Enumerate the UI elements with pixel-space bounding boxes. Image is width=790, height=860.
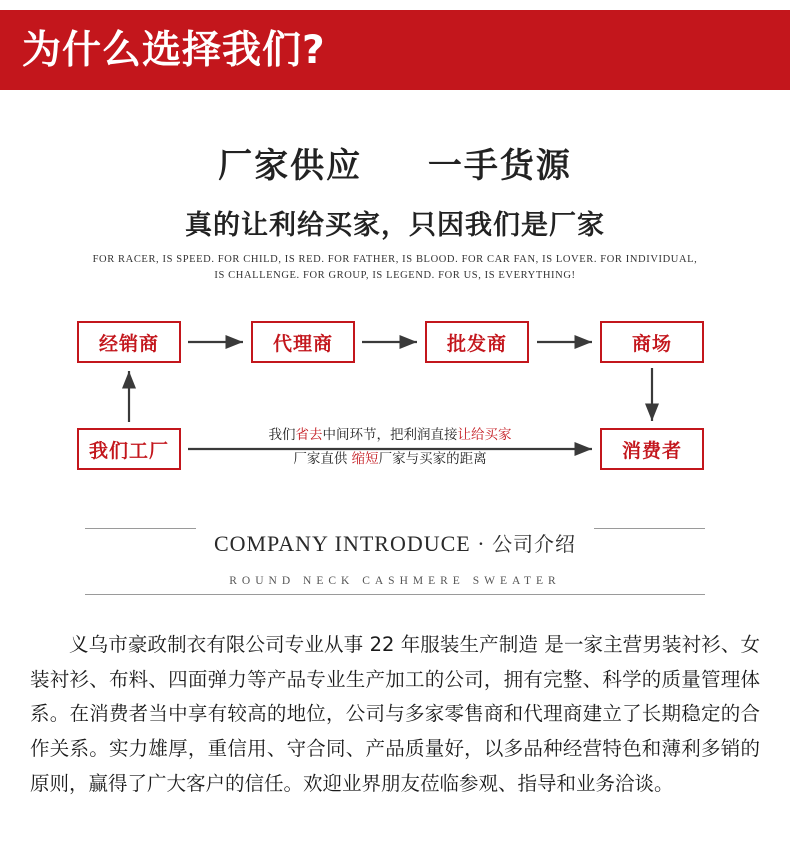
slogan-main-left: 厂家供应 bbox=[218, 146, 363, 186]
flow-node-factory: 我们工厂 bbox=[77, 428, 181, 470]
flow-node-wholesaler: 批发商 bbox=[425, 321, 529, 363]
slogan-main-right: 一手货源 bbox=[427, 146, 572, 186]
flow-node-consumer: 消费者 bbox=[600, 428, 704, 470]
slogan-sub: 真的让利给买家，只因我们是厂家 bbox=[185, 210, 605, 241]
flow-caption bbox=[200, 424, 580, 471]
header-banner bbox=[0, 10, 790, 90]
company-intro-paragraph: 义乌市豪政制衣有限公司专业从事 22 年服装生产制造 是一家主营男装衬衫、女装衬衫、布料、四面弹力等产品专业生产加工的公司，拥有完整、科学的质量管理体系。在消费者当中享有较高的地位，公司与多家零售商和代理商建立了长期稳定的合作关系。实力雄厚，重信用、守合同、产品质量好，以多品种经营特色和薄利多销的原则，赢得了广大客户的信任。欢迎业界朋友莅临参观、指导和业务洽谈。 bbox=[30, 633, 760, 795]
company-introduce-subtitle: ROUND NECK CASHMERE SWEATER bbox=[229, 575, 561, 587]
company-introduce-title-separator: · bbox=[470, 531, 493, 556]
flow-node-agent: 代理商 bbox=[251, 321, 355, 363]
company-intro-text bbox=[30, 628, 760, 802]
flow-caption-1-highlight-2: 让给买家 bbox=[457, 427, 512, 443]
company-introduce-title-en: COMPANY INTRODUCE bbox=[213, 531, 471, 556]
page-title: 为什么选择我们? bbox=[22, 27, 326, 73]
flow-caption-1a: 我们 bbox=[268, 427, 296, 443]
slogan-english-line-1: FOR RACER, IS SPEED. FOR CHILD, IS RED. FOR FATHER, IS BLOOD. FOR CAR FAN, IS LOVER. FOR INDIVIDUAL, bbox=[92, 254, 698, 265]
flow-caption-2-highlight: 缩短 bbox=[351, 450, 379, 467]
company-introduce-title-cn: 公司介绍 bbox=[492, 532, 577, 556]
flow-caption-2b: 厂家与买家的距离 bbox=[378, 450, 487, 467]
company-introduce-heading bbox=[0, 520, 790, 587]
slogan-english bbox=[0, 252, 790, 284]
flow-node-dealer: 经销商 bbox=[77, 321, 181, 363]
flow-node-mall: 商场 bbox=[600, 321, 704, 363]
flow-caption-1b: 中间环节，把利润直接 bbox=[322, 427, 458, 443]
flow-caption-line-2 bbox=[200, 448, 580, 472]
heading-divider-bottom bbox=[85, 594, 705, 595]
slogan-english-line-2: IS CHALLENGE. FOR GROUP, IS LEGEND. FOR US, IS EVERYTHING! bbox=[214, 269, 576, 281]
company-introduce-title bbox=[196, 528, 594, 557]
slogan-block bbox=[0, 138, 790, 284]
flow-caption-line-1 bbox=[200, 424, 580, 448]
flow-caption-1-highlight: 省去 bbox=[295, 427, 323, 443]
supply-chain-flow-diagram bbox=[0, 308, 790, 498]
slogan-main bbox=[0, 138, 790, 187]
flow-caption-2a: 厂家直供 bbox=[293, 450, 348, 467]
